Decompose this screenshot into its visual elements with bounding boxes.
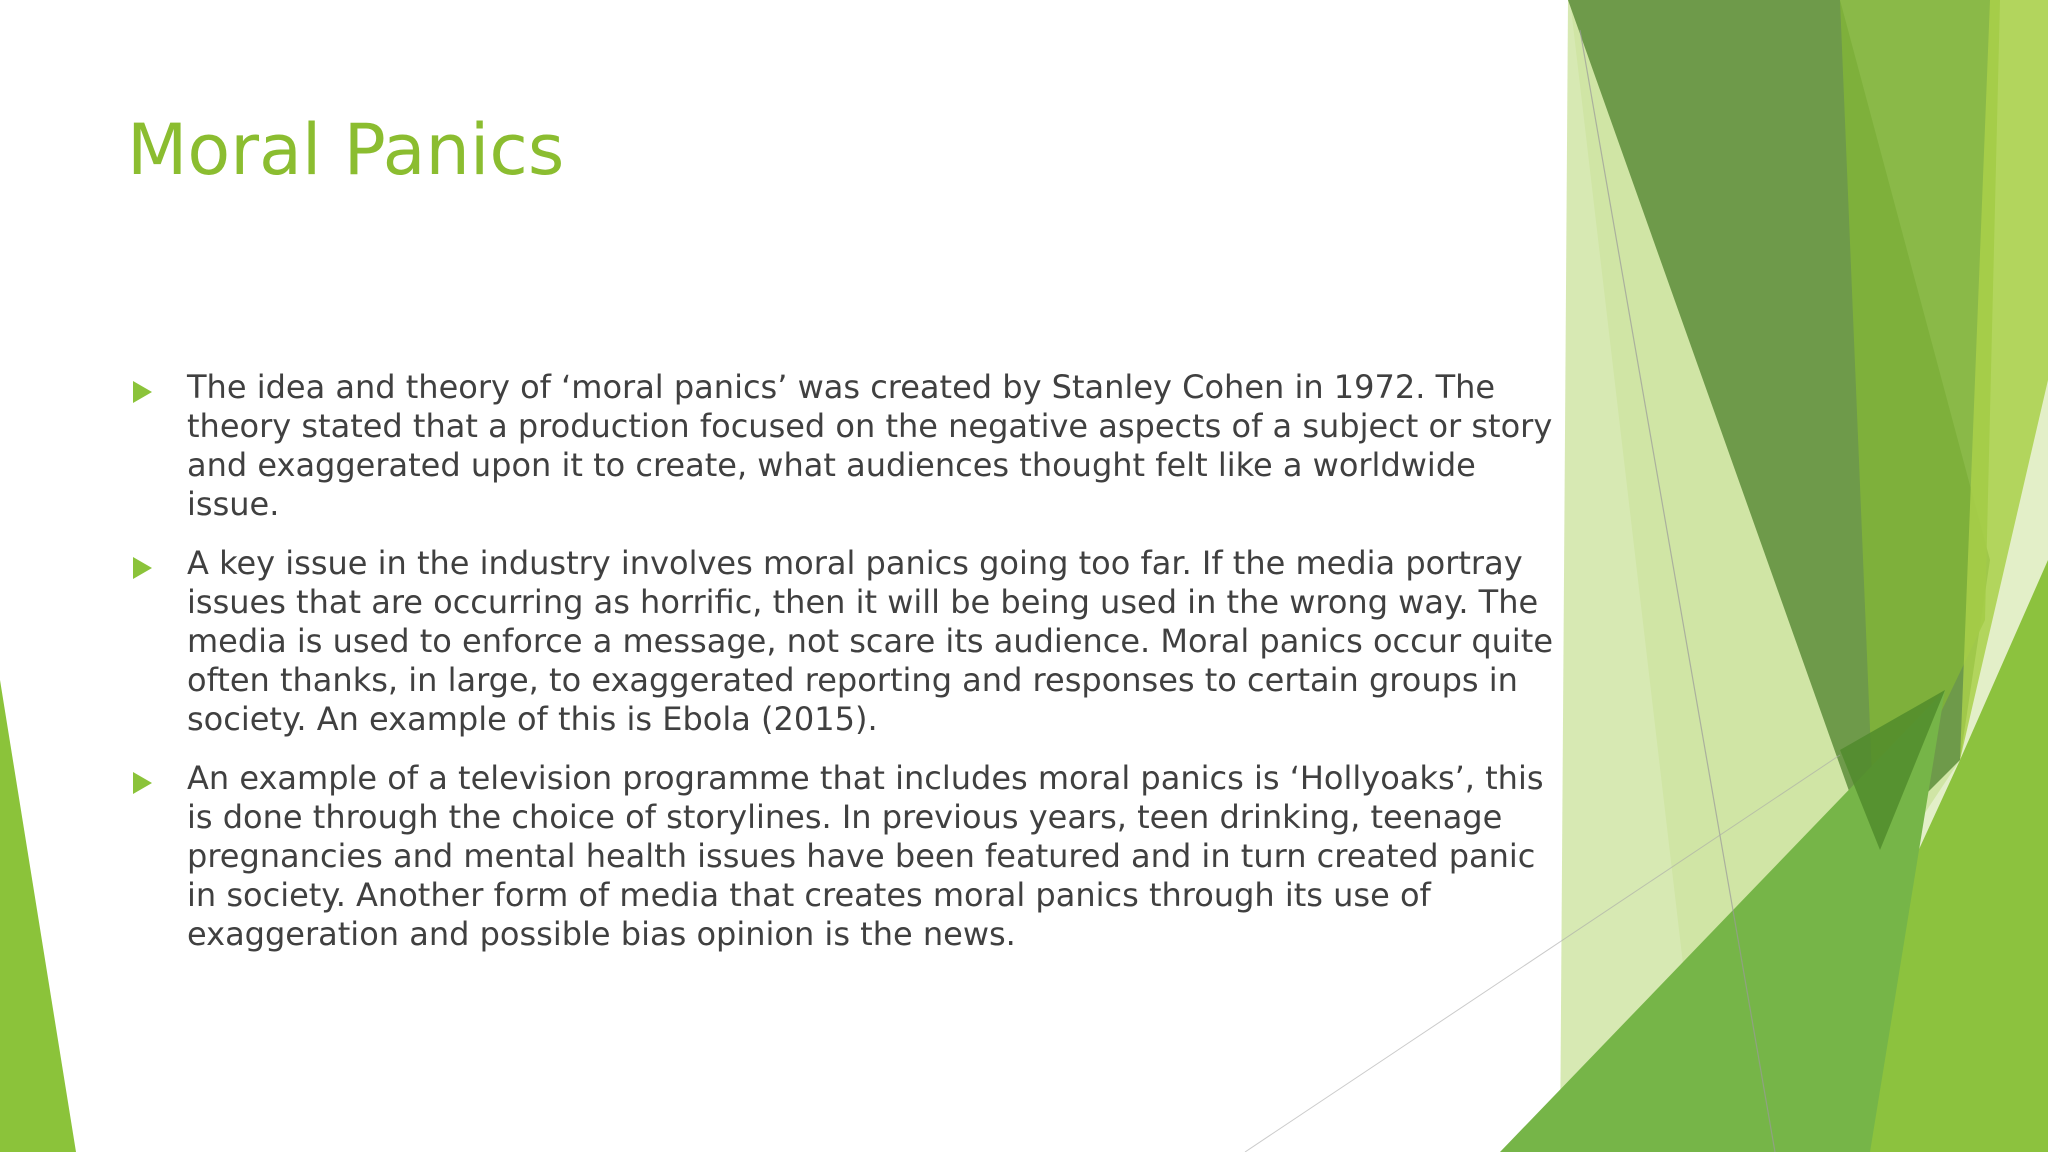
triangle-bullet-icon [133, 772, 152, 794]
bullet-text: The idea and theory of ‘moral panics’ was created by Stanley Cohen in 1972. The theory stated that a production focused on the negative aspects of a subject or story and exaggerated upon it to create, what audiences thought felt like a worldwide issue. [187, 368, 1553, 523]
triangle-bullet-icon [133, 381, 152, 403]
bullet-list [130, 368, 1560, 974]
bullet-text: A key issue in the industry involves moral panics going too far. If the media portray issues that are occurring as horrific, then it will be being used in the wrong way. The media is used to enforce a message, not scare its audience. Moral panics occur quite often thanks, in large, to exaggerated reporting and responses to certain groups in society. An example of this is Ebola (2015). [187, 544, 1554, 738]
bullet-item [130, 544, 1560, 739]
triangle-bullet-icon [133, 557, 152, 579]
bullet-item [130, 759, 1560, 954]
left-green-sliver [0, 680, 76, 1152]
bullet-text: An example of a television programme that includes moral panics is ‘Hollyoaks’, this is done through the choice of storylines. In previous years, teen drinking, teenage pregnancies and mental health issues have been featured and in turn created panic in society. Another form of media that creates moral panics through its use of exaggeration and possible bias opinion is the news. [187, 759, 1544, 953]
slide-title: Moral Panics [127, 109, 565, 191]
bullet-item [130, 368, 1560, 524]
